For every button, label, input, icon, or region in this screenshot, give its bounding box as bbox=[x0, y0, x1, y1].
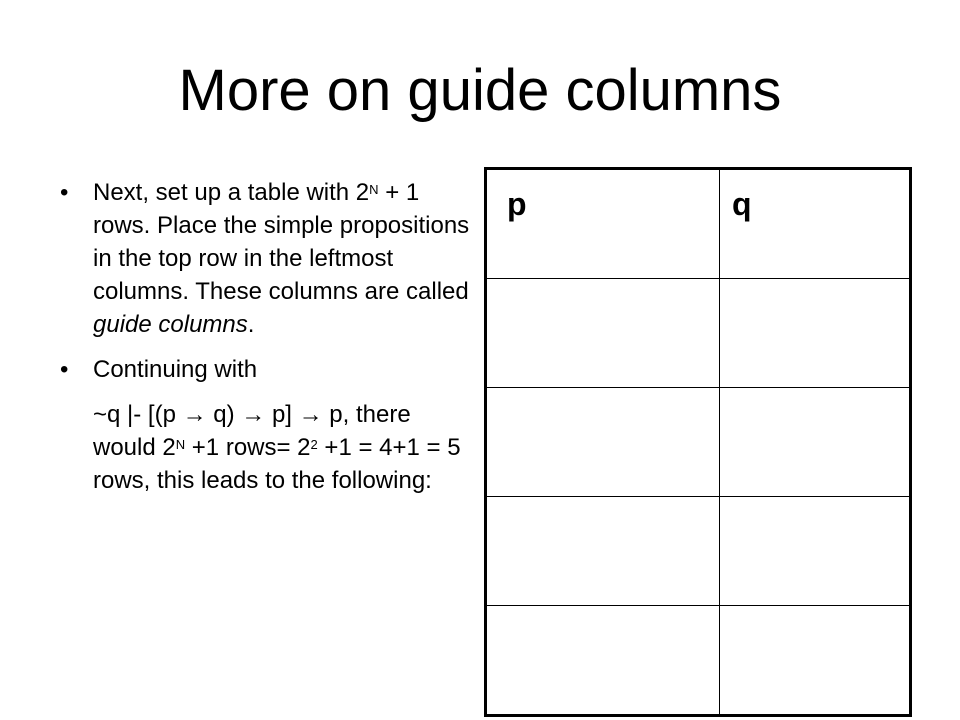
table-row bbox=[486, 606, 911, 716]
superscript: 2 bbox=[310, 437, 318, 452]
bullet-item-continuing bbox=[60, 353, 480, 386]
bullet-text: Continuing with bbox=[93, 356, 258, 383]
truth-table bbox=[484, 167, 912, 717]
emphasized-term: guide columns bbox=[93, 311, 248, 338]
table-cell bbox=[720, 606, 911, 716]
bullet-text: + 1 rows. Place the simple propositions in the top row in the leftmost columns. These columns are called bbox=[93, 179, 470, 305]
continuation-text: +1 = 4+1 = 5 rows, this leads to the following: bbox=[93, 434, 461, 494]
table-row bbox=[486, 388, 911, 497]
table-cell bbox=[486, 606, 720, 716]
table-cell bbox=[486, 279, 720, 388]
table-cell bbox=[720, 279, 911, 388]
table-header-cell-q: q bbox=[720, 169, 911, 279]
bullet-text: . bbox=[247, 311, 255, 338]
superscript: N bbox=[175, 437, 186, 452]
superscript: N bbox=[369, 182, 379, 197]
bullet-item-table-setup bbox=[60, 176, 480, 341]
table-header-row bbox=[486, 169, 911, 279]
continuation-paragraph bbox=[60, 398, 480, 497]
table-header-cell-p: p bbox=[486, 169, 720, 279]
bullet-list bbox=[60, 176, 480, 497]
table-row bbox=[486, 279, 911, 388]
table-cell bbox=[486, 388, 720, 497]
bullet-text: Next, set up a table with 2 bbox=[93, 179, 370, 206]
continuation-text: +1 rows= 2 bbox=[185, 434, 311, 461]
table-cell bbox=[720, 497, 911, 606]
table-cell bbox=[720, 388, 911, 497]
table-row bbox=[486, 497, 911, 606]
continuation-text: ~q |- [(p → q) → p] → p, there would 2 bbox=[93, 401, 411, 461]
slide-title: More on guide columns bbox=[178, 58, 782, 123]
table-cell bbox=[486, 497, 720, 606]
